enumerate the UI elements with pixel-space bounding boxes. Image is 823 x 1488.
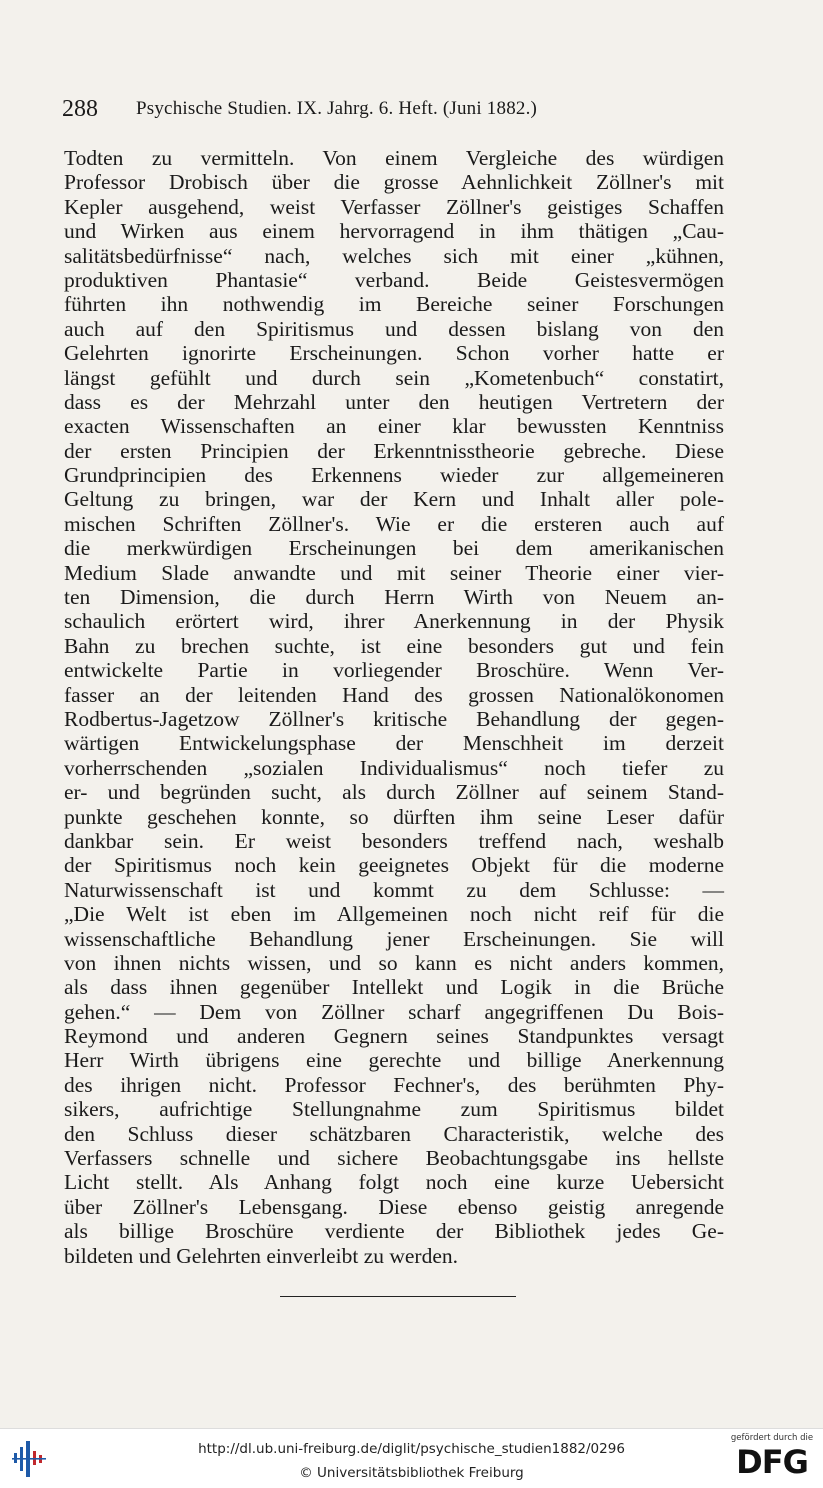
text-line: Kepler ausgehend, weist Verfasser Zöllner's geistiges Schaffen <box>64 194 724 219</box>
text-line: längst gefühlt und durch sein „Kometenbuch“ constatirt, <box>64 365 724 390</box>
text-line: salitätsbedürfnisse“ nach, welches sich mit einer „kühnen, <box>64 243 724 268</box>
text-line: über Zöllner's Lebensgang. Diese ebenso geistig anregende <box>64 1194 724 1219</box>
body-text <box>64 146 724 1268</box>
text-line: auch auf den Spiritismus und dessen bislang von den <box>64 316 724 341</box>
text-line: Bahn zu brechen suchte, ist eine besonders gut und fein <box>64 633 724 658</box>
text-line: punkte geschehen konnte, so dürften ihm seine Leser dafür <box>64 804 724 829</box>
text-line: sikers, aufrichtige Stellungnahme zum Spiritismus bildet <box>64 1097 724 1122</box>
text-line: und Wirken aus einem hervorragend in ihm thätigen „Cau- <box>64 219 724 244</box>
text-line: führten ihn nothwendig im Bereiche seiner Forschungen <box>64 292 724 317</box>
text-line: „Die Welt ist eben im Allgemeinen noch nicht reif für die <box>64 902 724 927</box>
text-line: Herr Wirth übrigens eine gerechte und billige Anerkennung <box>64 1048 724 1073</box>
text-line: wissenschaftliche Behandlung jener Erscheinungen. Sie will <box>64 926 724 951</box>
viewer-footer <box>0 1428 823 1488</box>
text-line: exacten Wissenschaften an einer klar bewussten Kenntniss <box>64 414 724 439</box>
text-line: wärtigen Entwickelungsphase der Menschheit im derzeit <box>64 731 724 756</box>
text-line: gehen.“ — Dem von Zöllner scharf angegriffenen Du Bois- <box>64 999 724 1024</box>
text-line: den Schluss dieser schätzbaren Characteristik, welche des <box>64 1121 724 1146</box>
text-line: die merkwürdigen Erscheinungen bei dem amerikanischen <box>64 536 724 561</box>
text-line: ten Dimension, die durch Herrn Wirth von Neuem an- <box>64 585 724 610</box>
text-line: Geltung zu bringen, war der Kern und Inhalt aller pole- <box>64 487 724 512</box>
text-line: fasser an der leitenden Hand des grossen Nationalökonomen <box>64 682 724 707</box>
dfg-wordmark: DFG <box>736 1443 808 1481</box>
text-line: der Spiritismus noch kein geeignetes Objekt für die moderne <box>64 853 724 878</box>
text-line: bildeten und Gelehrten einverleibt zu werden. <box>64 1243 459 1268</box>
text-line: Licht stellt. Als Anhang folgt noch eine kurze Uebersicht <box>64 1170 724 1195</box>
text-line: Grundprincipien des Erkennens wieder zur allgemeineren <box>64 463 724 488</box>
dfg-caption: gefördert durch die <box>730 1433 814 1443</box>
page-header <box>62 96 722 128</box>
text-line: Professor Drobisch über die grosse Aehnlichkeit Zöllner's mit <box>64 170 724 195</box>
text-line: dass es der Mehrzahl unter den heutigen Vertretern der <box>64 389 724 414</box>
text-line: der ersten Principien der Erkenntnisstheorie gebreche. Diese <box>64 438 724 463</box>
end-rule <box>280 1296 516 1297</box>
text-line: dankbar sein. Er weist besonders treffend nach, weshalb <box>64 828 724 853</box>
text-line: Verfassers schnelle und sichere Beobachtungsgabe ins hellste <box>64 1146 724 1171</box>
text-line: er- und begründen sucht, als durch Zöllner auf seinem Stand- <box>64 780 724 805</box>
text-line: mischen Schriften Zöllner's. Wie er die ersteren auch auf <box>64 511 724 536</box>
text-line: vorherrschenden „sozialen Individualismus“ noch tiefer zu <box>64 755 724 780</box>
text-line: Rodbertus-Jagetzow Zöllner's kritische Behandlung der gegen- <box>64 706 724 731</box>
text-line: produktiven Phantasie“ verband. Beide Geistesvermögen <box>64 267 724 292</box>
copyright-notice: © Universitätsbibliothek Freiburg <box>299 1465 524 1481</box>
text-line: als dass ihnen gegenüber Intellekt und Logik in die Brüche <box>64 975 724 1000</box>
text-line: schaulich erörtert wird, ihrer Anerkennung in der Physik <box>64 609 724 634</box>
source-url-link[interactable]: http://dl.ub.uni-freiburg.de/diglit/psychische_studien1882/0296 <box>198 1441 625 1457</box>
text-line: Todten zu vermitteln. Von einem Vergleiche des würdigen <box>64 146 724 170</box>
text-line: entwickelte Partie in vorliegender Broschüre. Wenn Ver- <box>64 658 724 683</box>
text-line: Reymond und anderen Gegnern seines Standpunktes versagt <box>64 1024 724 1049</box>
dfg-logo <box>728 1433 816 1485</box>
page-number: 288 <box>62 96 98 122</box>
text-line: Naturwissenschaft ist und kommt zu dem Schlusse: — <box>64 877 724 902</box>
text-line: von ihnen nichts wissen, und so kann es nicht anders kommen, <box>64 950 724 975</box>
text-line: des ihrigen nicht. Professor Fechner's, des berühmten Phy- <box>64 1072 724 1097</box>
running-title: Psychische Studien. IX. Jahrg. 6. Heft. (Juni 1882.) <box>136 98 538 119</box>
text-line: als billige Broschüre verdiente der Bibliothek jedes Ge- <box>64 1219 724 1244</box>
text-line: Gelehrten ignorirte Erscheinungen. Schon vorher hatte er <box>64 341 724 366</box>
text-line: Medium Slade anwandte und mit seiner Theorie einer vier- <box>64 560 724 585</box>
